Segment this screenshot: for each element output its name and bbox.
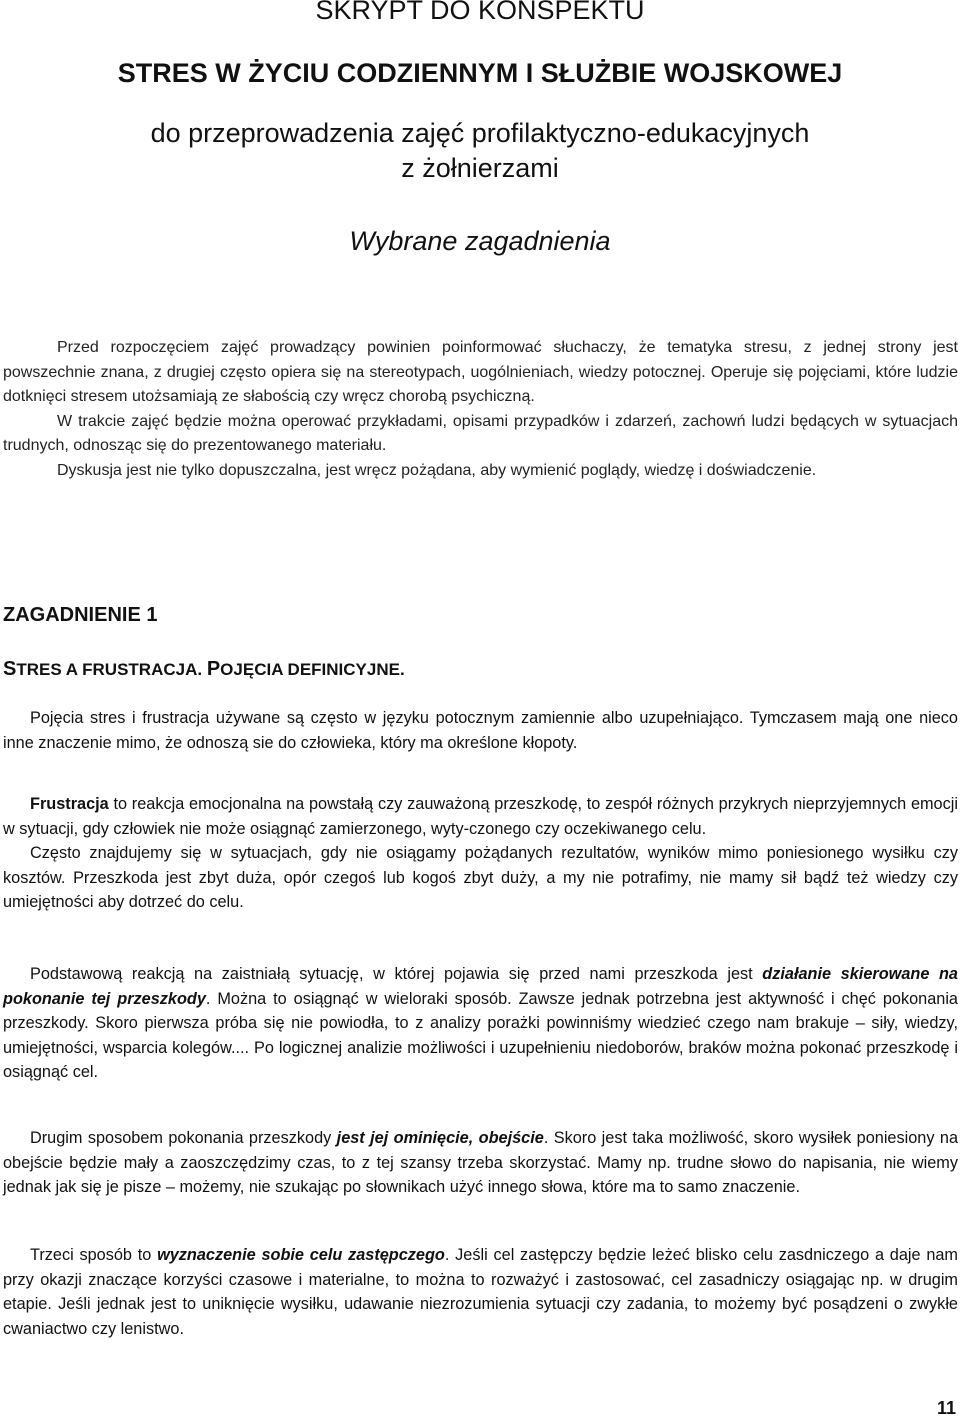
paragraph-block-4 [3, 1126, 958, 1200]
body-paragraph-6-a: Trzeci sposób to [30, 1246, 158, 1264]
subtitle-line-2: z żołnierzami [401, 153, 559, 183]
intro-section [3, 336, 958, 483]
intro-paragraph-1: Przed rozpoczęciem zajęć prowadzący powinien poinformować słuchaczy, że tematyka stresu, z jednej strony jest powszechnie znana, z drugiej często opiera się na stereotypach, uogólnieniach, wiedzy potocznej. Operuje się pojęciami, które ludzie dotknięci stresem utożsamiają ze słabością czy wręcz chorobą psychiczną. [3, 339, 958, 405]
body-paragraph-5-a: Drugim sposobem pokonania przeszkody [30, 1129, 337, 1147]
body-paragraph-2 [3, 792, 958, 841]
emphasis-cel-zastepczy: wyznaczenie sobie celu zastępczego [157, 1246, 445, 1264]
body-paragraph-5-b: . Skoro jest taka możliwość, skoro wysiłek poniesiony na obejście będzie mały a zaoszczędzimy czas, to z tej szansy trzeba skorzystać. Mamy np. trudne słowo do napisania, nie wiemy jednak jak się je pisze – możemy, nie szukając po słownikach użyć innego słowa, które ma to samo znaczenie. [3, 1129, 959, 1197]
main-title: STRES W ŻYCIU CODZIENNYM I SŁUŻBIE WOJSKOWEJ [117, 58, 843, 88]
intro-paragraph-2: W trakcie zajęć będzie można operować przykładami, opisami przypadków i zdarzeń, zachowń ludzi będących w sytuacjach trudnych, odnosząc się do prezentowanego materiału. [3, 412, 958, 454]
body-paragraph-5 [3, 1126, 958, 1200]
subheading-initial-p: P [206, 658, 221, 680]
body-paragraph-1: Pojęcia stres i frustracja używane są często w języku potocznym zamiennie albo uzupełniająco. Tymczasem mają one nieco inne znaczenie mimo, że odnoszą sie do człowieka, który ma określone kłopoty. [3, 709, 958, 752]
page-number: 11 [936, 1398, 956, 1418]
section-subheading [3, 656, 405, 683]
paragraph-block-3 [3, 962, 958, 1085]
body-paragraph-4-a: Podstawową reakcją na zaistniałą sytuację, w której pojawia się przed nami przeszkoda jest [30, 965, 763, 983]
top-title: SKRYPT DO KONSPEKTU [315, 0, 645, 25]
subheading-part-2: OJĘCIA DEFINICYJNE. [220, 660, 405, 679]
intro-paragraph-3: Dyskusja jest nie tylko dopuszczalna, jest wręcz pożądana, aby wymienić poglądy, wiedzę i doświadczenie. [57, 461, 817, 479]
subtitle-line-1: do przeprowadzenia zajęć profilaktyczno-edukacyjnych [150, 118, 810, 148]
subheading-part-1: TRES A FRUSTRACJA. [16, 660, 207, 679]
body-paragraph-6 [3, 1243, 958, 1341]
body-paragraph-6-b: . Jeśli cel zastępczy będzie leżeć blisko celu zasdniczego a daje nam przy okazji znaczące korzyści czasowe i materialne, to można to rozważyć i zastosować, cel zasadniczy osiągając np. w drugim etapie. Jeśli jednak jest to uniknięcie wysiłku, udawanie niezrozumienia sytuacji czy zadania, to możemy być posądzeni o zwykłe cwaniactwo czy lenistwo. [3, 1246, 958, 1338]
body-paragraph-2-text: to reakcja emocjonalna na powstałą czy zauważoną przeszkodę, to zespół różnych przykrych nieprzyjemnych emocji w sytuacji, gdy człowiek nie może osiągnąć zamierzonego, wyty-czonego czy oczekiwanego celu. [3, 795, 958, 838]
term-frustracja: Frustracja [30, 795, 109, 813]
emphasis-dzialanie: działanie skierowane na pokonanie tej przeszkody [3, 965, 958, 1008]
body-paragraph-4-b: . Można to osiągnąć w wieloraki sposób. Zawsze jednak potrzebna jest aktywność i chęć pokonania przeszkody. Skoro pierwsza próba się nie powiodła, to z analizy porażki powinniśmy wiedzieć czego nam brakuje – siły, wiedzy, umiejętności, wsparcia kolegów.... Po logicznej analizie możliwości i uzupełnieniu niedoborów, braków można pokonać przeszkodę i osiągnąć cel. [3, 989, 958, 1082]
emphasis-ominiecie: jest jej ominięcie, obejście [336, 1129, 544, 1147]
body-paragraph-3: Często znajdujemy się w sytuacjach, gdy nie osiągamy pożądanych rezultatów, wyników mimo poniesionego wysiłku czy kosztów. Przeszkoda jest zbyt duża, opór czegoś lub kogoś zbyt duży, a my nie potrafimy, nie mamy sił bądź też wiedzy czy umiejętności aby dotrzeć do celu. [3, 844, 958, 912]
paragraph-block-5 [3, 1243, 958, 1341]
paragraph-block-1 [3, 706, 958, 755]
section-heading: ZAGADNIENIE 1 [3, 604, 158, 626]
section-label: Wybrane zagadnienia [349, 226, 611, 256]
subheading-initial-s: S [3, 658, 17, 680]
paragraph-block-2 [3, 792, 958, 915]
body-paragraph-4 [3, 962, 958, 1085]
